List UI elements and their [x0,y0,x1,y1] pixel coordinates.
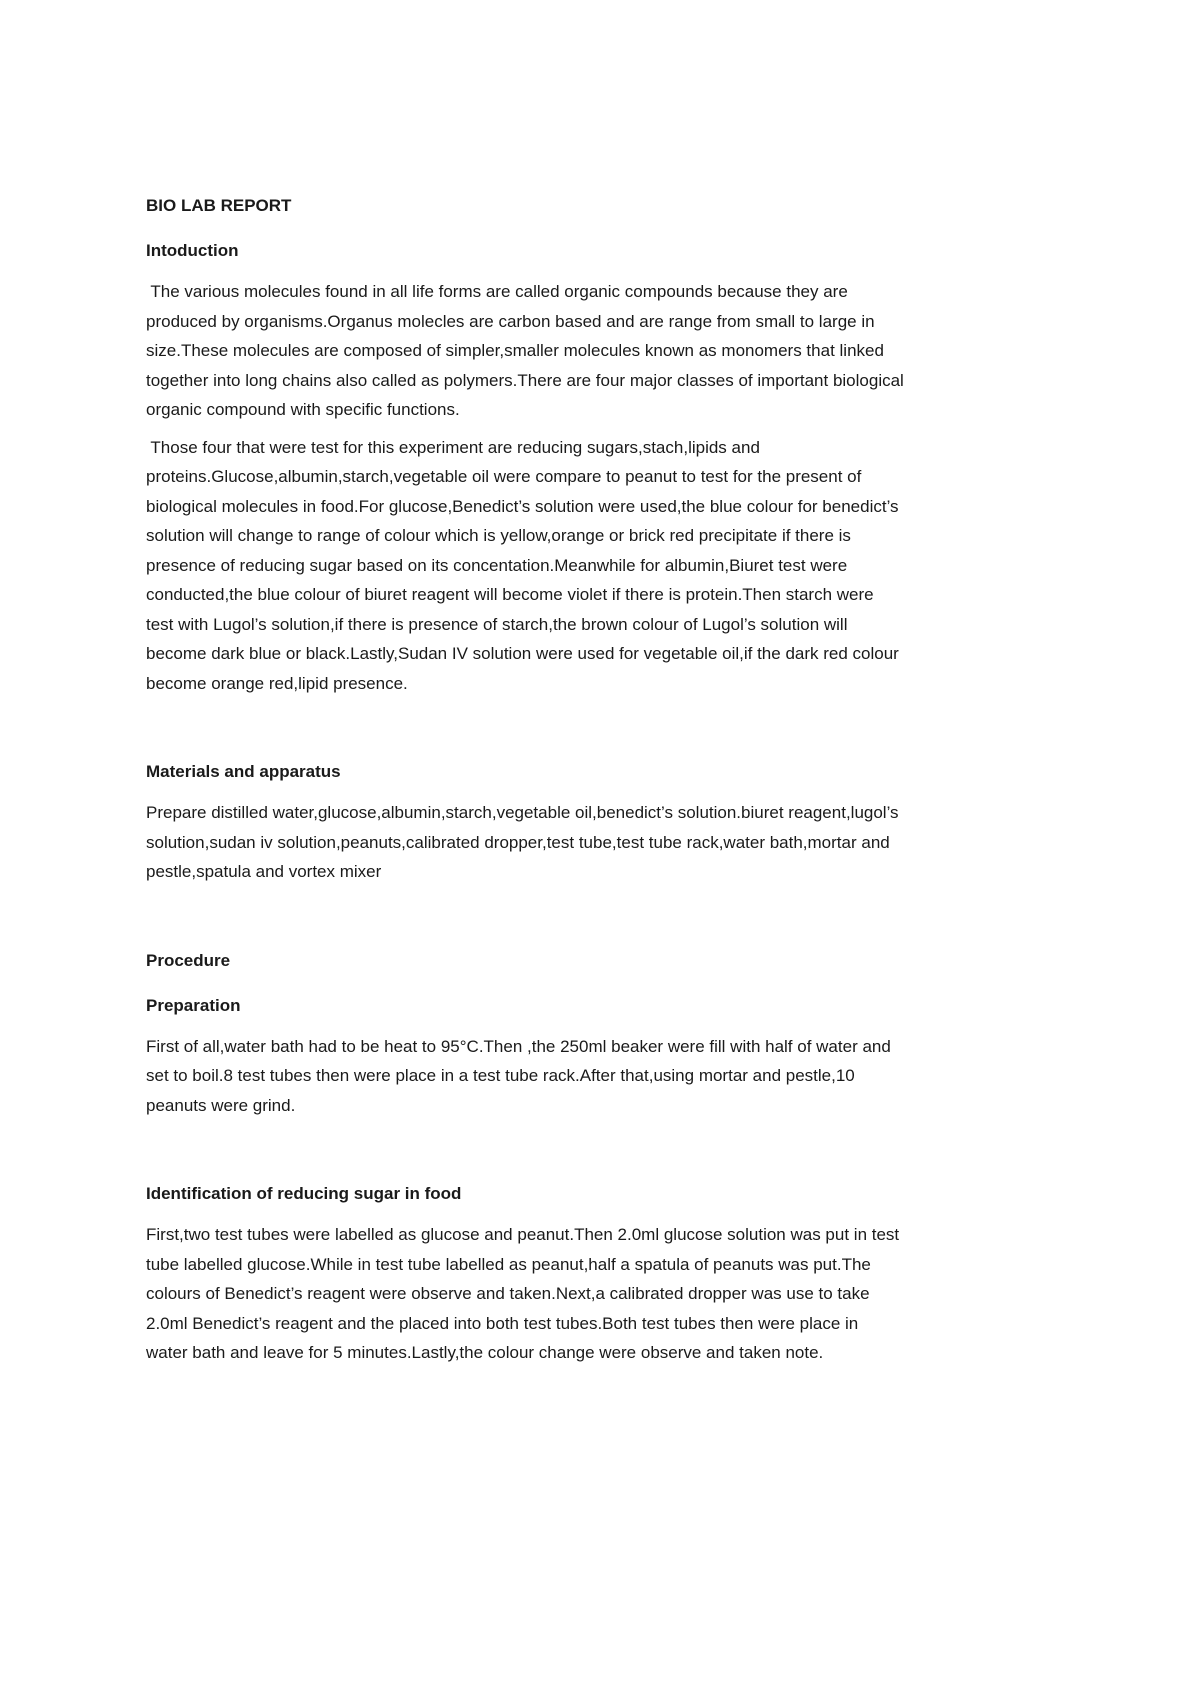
text-line: peanuts were grind. [146,1095,296,1115]
text-line: water bath and leave for 5 minutes.Lastly,the colour change were observe and taken note. [146,1343,824,1362]
text-line: 2.0ml Benedict’s reagent and the placed into both test tubes.Both test tubes then were place in [146,1313,859,1333]
text-line: conducted,the blue colour of biuret reagent will become violet if there is protein.Then starch were [146,585,874,604]
introduction-paragraph-1 [146,277,1066,425]
text-line: biological molecules in food.For glucose,Benedict’s solution were used,the blue colour for benedict’s [146,496,899,516]
text-line: solution will change to range of colour which is yellow,orange or brick red precipitate if there is [146,526,851,545]
text-line: First of all,water bath had to be heat to 95°C.Then ,the 250ml beaker were fill with half of water and [146,1036,891,1056]
text-line: tube labelled glucose.While in test tube labelled as peanut,half a spatula of peanuts was put.The [146,1254,871,1274]
text-line: test with Lugol’s solution,if there is presence of starch,the brown colour of Lugol’s solution will [146,614,848,634]
preparation-heading: Preparation [146,995,241,1015]
document-title: BIO LAB REPORT [146,196,292,215]
text-line: Those four that were test for this experiment are reducing sugars,stach,lipids and [146,437,760,457]
text-line: colours of Benedict’s reagent were observe and taken.Next,a calibrated dropper was use to take [146,1284,870,1303]
text-line: produced by organisms.Organus molecles are carbon based and are range from small to large in [146,311,875,331]
procedure-heading: Procedure [146,950,231,970]
materials-heading: Materials and apparatus [146,762,341,781]
text-line: become orange red,lipid presence. [146,673,408,693]
introduction-heading: Intoduction [146,241,239,260]
text-line: The various molecules found in all life forms are called organic compounds because they are [146,282,848,301]
text-line: Prepare distilled water,glucose,albumin,starch,vegetable oil,benedict’s solution.biuret reagent,lugol’s [146,803,899,822]
materials-paragraph [146,798,1066,887]
text-line: First,two test tubes were labelled as glucose and peanut.Then 2.0ml glucose solution was put in test [146,1225,900,1244]
text-line: together into long chains also called as polymers.There are four major classes of important biological [146,370,904,390]
text-line: pestle,spatula and vortex mixer [146,862,382,881]
text-line: set to boil.8 test tubes then were place in a test tube rack.After that,using mortar and pestle,10 [146,1066,855,1085]
text-line: size.These molecules are composed of simpler,smaller molecules known as monomers that linked [146,341,884,360]
reducing-sugar-heading: Identification of reducing sugar in food [146,1184,462,1203]
reducing-sugar-paragraph [146,1220,1066,1368]
text-line: organic compound with specific functions. [146,400,460,419]
document-body [146,194,1066,1368]
introduction-paragraph-2 [146,433,1066,699]
preparation-paragraph [146,1032,1066,1121]
text-line: become dark blue or black.Lastly,Sudan IV solution were used for vegetable oil,if the dark red colour [146,644,899,663]
text-line: presence of reducing sugar based on its concentation.Meanwhile for albumin,Biuret test were [146,555,848,575]
text-line: proteins.Glucose,albumin,starch,vegetable oil were compare to peanut to test for the present of [146,467,862,486]
text-line: solution,sudan iv solution,peanuts,calibrated dropper,test tube,test tube rack,water bath,mortar and [146,832,890,852]
